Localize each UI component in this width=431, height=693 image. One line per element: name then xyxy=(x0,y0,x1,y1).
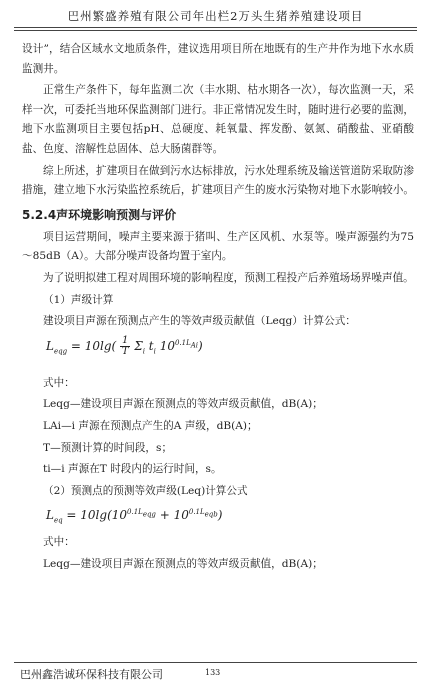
paragraph: 为了说明拟建工程对周围环境的影响程度，预测工程投产后养殖场场界噪声值。 xyxy=(43,271,414,284)
formula-leq: $L_{eq} = 10\lg(10^{0.1L_{eqg}} + 10^{0.1L_{eqb}})$ xyxy=(46,508,223,525)
formula-leqg: $L_{eqg} = 10\lg$( 1 T $\Sigma_i$ $t_i$ $10^{0.1L_{Ai}}$) xyxy=(46,335,203,358)
definition: ti—i 声源在T 时段内的运行时间，s。 xyxy=(43,463,222,476)
section-heading: 5.2.4声环境影响预测与评价 xyxy=(22,207,177,222)
page-header: 巴州繁盛养殖有限公司年出栏2万头生猪养殖建设项目 xyxy=(67,9,364,23)
definition: T—预测计算的时间段，s； xyxy=(43,441,173,454)
footer-company: 巴州鑫浩诚环保科技有限公司 xyxy=(20,668,163,681)
definition: LAi—i 声源在预测点产生的A 声级，dB(A)； xyxy=(43,419,258,432)
paragraph: 综上所述，扩建项目在做到污水达标排放，污水处理系统及输送管道防采取防渗措施，建立地下水污染监控系统后，扩建项目产生的废水污染物对地下水影响较小。 xyxy=(22,164,414,197)
subheading: （2）预测点的预测等效声级(Leq)计算公式 xyxy=(43,484,248,497)
paragraph: 正常生产条件下，每年监测二次（丰水期、枯水期各一次），每次监测一天，采样一次，可委托当地环保监测部门进行。非正常情况发生时，随时进行必要的监测，地下水监测项目主要包括pH、总硬度、耗氧量、挥发酚、氨氮、硝酸盐、亚硝酸盐、色度、溶解性总固体、总大肠菌群等。 xyxy=(22,84,414,155)
definition: Leqg—建设项目声源在预测点的等效声级贡献值，dB(A)； xyxy=(43,557,323,570)
document-body xyxy=(22,40,414,576)
paragraph: 设计”，结合区域水文地质条件，建议选用项目所在地既有的生产井作为地下水水质监测井。 xyxy=(22,43,414,75)
definition: Leqg—建设项目声源在预测点的等效声级贡献值，dB(A)； xyxy=(43,398,323,411)
header-rule-thin xyxy=(14,30,417,31)
paragraph: 式中： xyxy=(43,376,75,389)
paragraph: 项目运营期间，噪声主要来源于猪叫、生产区风机、水泵等。噪声源强约为75～85dB（A）。大部分噪声设备均置于室内。 xyxy=(22,230,414,263)
paragraph: 建设项目声源在预测点产生的等效声级贡献值（Leqg）计算公式： xyxy=(43,315,356,328)
subheading: （1）声级计算 xyxy=(43,293,114,306)
header-rule xyxy=(14,27,417,28)
footer-rule xyxy=(14,662,417,663)
page-number: 133 xyxy=(205,668,221,677)
paragraph: 式中： xyxy=(43,536,75,549)
